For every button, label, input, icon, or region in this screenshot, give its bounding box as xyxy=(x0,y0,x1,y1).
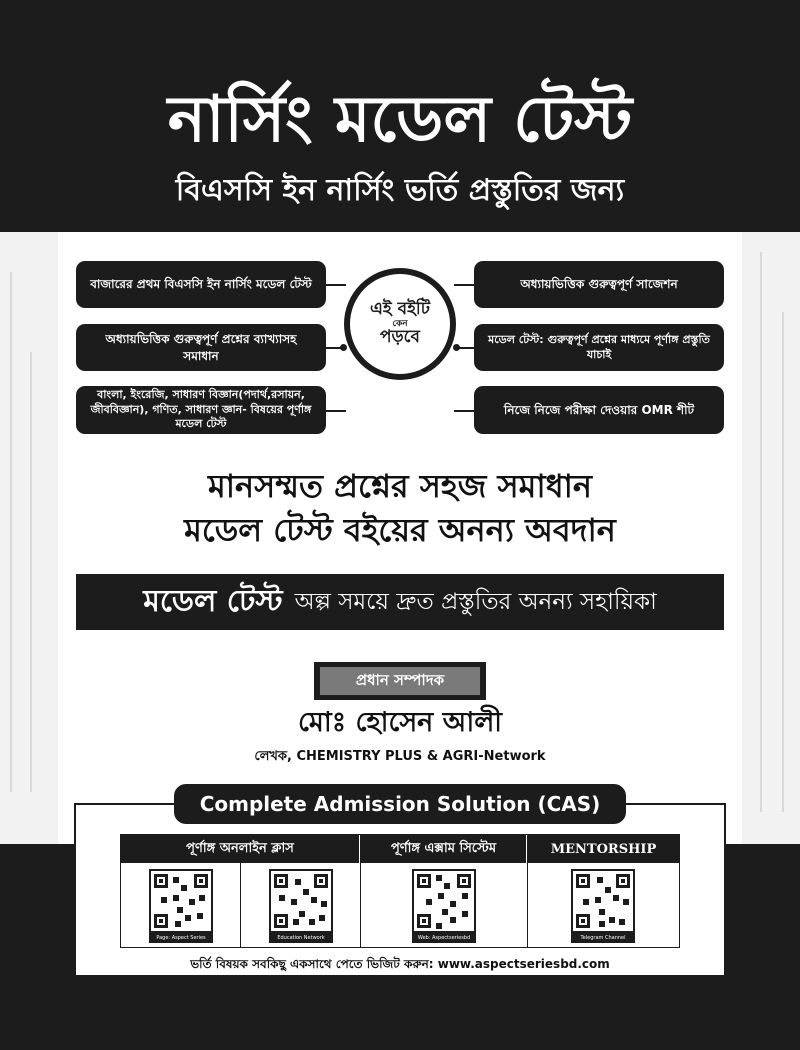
tagline-1: মানসম্মত প্রশ্নের সহজ সমাধান xyxy=(207,467,593,505)
qr-finder xyxy=(616,874,630,888)
qr-finder xyxy=(457,874,471,888)
book-title: নার্সিং মডেল টেস্ট xyxy=(167,83,633,157)
connector-line xyxy=(458,347,474,349)
qr-finder xyxy=(274,874,288,888)
qr-caption-telegram: Telegram Channel xyxy=(571,933,635,943)
promo-banner-lead: মডেল টেস্ট xyxy=(143,583,283,619)
qr-finder xyxy=(576,874,590,888)
cas-title: Complete Admission Solution (CAS) xyxy=(174,784,626,824)
qr-finder xyxy=(154,914,168,928)
connector-line xyxy=(454,284,474,286)
column-divider xyxy=(527,835,528,947)
qr-finder xyxy=(274,914,288,928)
connector-line xyxy=(326,284,346,286)
column-divider xyxy=(360,835,361,947)
qr-finder xyxy=(194,874,208,888)
qr-finder xyxy=(417,914,431,928)
chief-editor-tag xyxy=(314,662,486,700)
why-read-line-2: কেন xyxy=(392,318,408,329)
why-read-circle xyxy=(344,268,456,380)
connector-dot xyxy=(453,344,460,351)
why-read-line-3: পড়বে xyxy=(380,327,420,348)
qr-code-telegram[interactable] xyxy=(571,869,635,933)
background-line xyxy=(782,312,784,812)
editor-name: মোঃ হোসেন আলী xyxy=(297,707,503,738)
feature-pill-left-1: বাজারের প্রথম বিএসসি ইন নার্সিং মডেল টেস্ট xyxy=(76,261,326,308)
column-divider xyxy=(240,863,241,947)
qr-caption-page: Page: Aspect Series xyxy=(149,933,213,943)
website-footer: ভর্তি বিষয়ক সবকিছু একসাথে পেতে ভিজিট করুন: www.aspectseriesbd.com xyxy=(190,957,610,971)
qr-finder xyxy=(154,874,168,888)
book-subtitle: বিএসসি ইন নার্সিং ভর্তি প্রস্তুতির জন্য xyxy=(175,173,625,208)
column-header-mentorship: MENTORSHIP xyxy=(528,835,679,863)
editor-role: লেখক, CHEMISTRY PLUS & AGRI-Network xyxy=(254,749,546,764)
connector-line xyxy=(326,410,346,412)
qr-code-website[interactable] xyxy=(412,869,476,933)
feature-pill-right-1: অধ্যায়ভিত্তিক গুরুত্বপূর্ণ সাজেশন xyxy=(474,261,724,308)
qr-code-page[interactable] xyxy=(149,869,213,933)
column-header-exam-system: পূর্ণাঙ্গ এক্সাম সিস্টেম xyxy=(361,835,526,863)
column-header-online-class: পূর্ণাঙ্গ অনলাইন ক্লাস xyxy=(121,835,359,863)
tagline-2: মডেল টেস্ট বইয়ের অনন্য অবদান xyxy=(184,511,616,549)
qr-caption-education-network: Education Network xyxy=(269,933,333,943)
feature-pill-right-3: নিজে নিজে পরীক্ষা দেওয়ার OMR শীট xyxy=(474,386,724,434)
why-read-circle-inner xyxy=(350,274,450,374)
feature-pill-left-2: অধ্যায়ভিত্তিক গুরুত্বপূর্ণ প্রশ্নের ব্যাখ্যাসহ সমাধান xyxy=(76,324,326,371)
qr-code-education-network[interactable] xyxy=(269,869,333,933)
promo-banner xyxy=(76,574,724,630)
feature-pill-left-3: বাংলা, ইংরেজি, সাধারণ বিজ্ঞান(পদার্থ,রসায়ন, জীববিজ্ঞান), গণিত, সাধারণ জ্ঞান- বিষয়ের পূর্ণাঙ্গ মডেল টেস্ট xyxy=(76,386,326,434)
qr-caption-website: Web: Aspectseriesbd xyxy=(412,933,476,943)
qr-finder xyxy=(417,874,431,888)
qr-finder xyxy=(314,874,328,888)
feature-pill-right-2: মডেল টেস্ট: গুরুত্বপূর্ণ প্রশ্নের মাধ্যমে পূর্ণাঙ্গ প্রস্তুতি যাচাই xyxy=(474,324,724,371)
chief-editor-label: প্রধান সম্পাদক xyxy=(320,667,480,695)
qr-finder xyxy=(576,914,590,928)
connector-line xyxy=(454,410,474,412)
promo-banner-text: অল্প সময়ে দ্রুত প্রস্তুতির অনন্য সহায়িকা xyxy=(294,588,657,615)
why-read-line-1: এই বইটি xyxy=(369,298,431,319)
connector-dot xyxy=(340,344,347,351)
